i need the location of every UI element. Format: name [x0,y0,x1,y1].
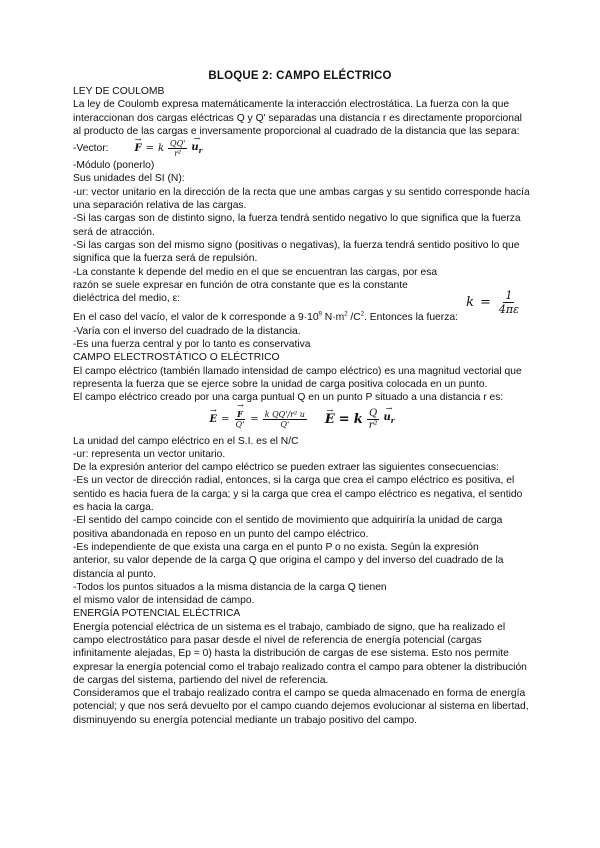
equals-sign: = [145,143,154,155]
sentido-paragraph: -El sentido del campo coincide con el sentido de movimiento que adquiriría la unidad de carga positiva abandonada en reposo en un punto del campo eléctrico. [73,515,503,540]
vacio-text-1: En el caso del vacío, el valor de k corresponde a 9·10 [73,312,319,324]
unit-vector-letter-2: u [383,412,391,424]
fraction-one: 1 [505,289,513,303]
r2-small: r² [290,410,298,420]
fraction-qp-2: Q' [280,420,290,430]
k-dielectric-formula [466,289,521,316]
energia-paragraph-1: Energía potencial eléctrica de un sistema es el trabajo, cambiado de signo, que ha realizado el campo electrostático para pasar desde el nivel de referencia de energía potencial (cargas infinitamente alejadas, Ep = 0) hasta la distribución de cargas de ese sistema. Esto nos permite expresar la energía potencial como el trabajo realizado contra el campo para obtener la distribución de cargas del sistema, partiendo del nivel de referencia. [73,621,527,686]
fraction-r2: r² [368,420,378,432]
unit-vector-symbol-2 [384,411,395,427]
unit-vector-sub-2: r [390,416,395,426]
ur-line: -ur: representa un vector unitario. [73,448,226,460]
independiente-line-2: anterior, su valor depende de la carga Q que origina el campo y del inverso del cuadrado de la distancia al punto. [73,555,504,580]
heading-energia: ENERGÍA POTENCIAL ELÉCTRICA [73,608,241,620]
fraction-q-r2 [367,408,380,431]
k-dielectric-symbol: k [466,295,474,311]
fraction-qq-r2 [168,139,187,158]
document-title: BLOQUE 2: CAMPO ELÉCTRICO [208,70,392,82]
heading-coulomb: LEY DE COULOMB [73,86,165,97]
fraction-kqq-over-qp [263,410,307,429]
distinto-paragraph: -Si las cargas son de distinto signo, la fuerza tendrá sentido negativo lo que significa que la fuerza será de atracción. [73,213,521,238]
fraction-F [235,410,245,420]
vacio-exp-1: 9 [318,312,322,319]
document-body [73,85,531,727]
vacio-exp-3: 2 [360,312,365,319]
vacio-paragraph [73,311,531,324]
e-vector-symbol-2: → E [325,413,335,426]
radial-paragraph: -Es un vector de dirección radial, entonces, si la carga que crea el campo eléctrico es positiva, el sentido es hacia fuera de la carga; y si la carga que crea el campo eléctrico es negativa, el sentido es hacia la carga. [73,475,523,514]
qq-small: QQ' [272,410,288,420]
fraction-denominator: r² [174,149,182,159]
ur-small: u [299,410,305,420]
campo-paragraph-1: El campo eléctrico (también llamado intensidad de campo eléctrico) es una magnitud vectorial que representa la fuerza que se ejerce sobre la unidad de carga positiva colocada en un punto. [73,365,522,390]
unit-vector-sub: r [198,145,203,155]
fraction-Qp: Q' [235,420,245,430]
fraction-numerator: QQ' [170,139,186,149]
k-small: k [264,410,270,420]
field-equals-3: = [338,411,350,427]
e-vector-symbol: → E [210,413,218,426]
force-vector-symbol: → F [134,142,141,155]
field-equals-1: = [221,413,230,425]
paragraph-coulomb-intro: La ley de Coulomb expresa matemáticamente la interacción electrostática. La fuerza con la que interaccionan dos cargas eléctricas Q y Q' separadas una distancia r es directamente proporcional al producto de las cargas e inversamente proporcional al cuadrado de la distancia que las separa: [73,99,522,137]
central-line: -Es una fuerza central y por lo tanto es conservativa [73,339,311,351]
energia-paragraph-2: Consideramos que el trabajo realizado contra el campo se queda almacenado en forma de energía potencial; y que nos será devuelto por el campo cuando dejemos evolucionar al sistema en libertad, disminuyendo su energía potencial mediante un trabajo positivo del campo. [73,688,529,726]
k-big: k [353,411,363,427]
todos-line-2: el mismo valor de intensidad de campo. [73,595,255,607]
fraction-q: Q [369,408,378,420]
todos-line-1: -Todos los puntos situados a la misma distancia de la carga Q tienen [73,581,387,593]
field-equals-2: = [250,413,259,425]
constante-paragraph: -La constante k depende del medio en el que se encuentran las cargas, por esa razón se suele expresar en función de otra constante que es la constante dieléctrica del medio, ε: [73,266,438,305]
vector-label: -Vector: [73,143,109,155]
vacio-text-2: N·m [321,312,345,324]
independiente-line-1: -Es independiente de que exista una carga en el punto P o no exista. Según la expresión [73,541,479,553]
heading-campo: CAMPO ELECTROSTÁTICO O ELÉCTRICO [73,352,280,364]
coulomb-vector-formula [134,139,202,158]
vacio-exp-2: 2 [344,312,348,319]
campo-paragraph-2: El campo eléctrico creado por una carga puntual Q en un punto P situado a una distancia r es: [73,392,504,404]
fraction-4pieps: 4πε [498,303,519,317]
mismo-paragraph: -Si las cargas son del mismo signo (positivas o negativas), la fuerza tendrá sentido positivo lo que significa que la fuerza será de repulsión. [73,239,520,265]
vacio-text-3: /C [347,312,361,324]
modulo-line: -Módulo (ponerlo) [73,160,155,172]
unidad-line: La unidad del campo eléctrico en el S.I. es el N/C [73,435,299,447]
f-vector-small: → F [237,410,243,419]
fraction-kqq: k QQ'/r² u [264,410,305,420]
fraction-one-4pieps [497,289,521,316]
fraction-F-over-Qp [234,410,247,429]
consecuencias-line: De la expresión anterior del campo eléctrico se pueden extraer las siguientes consecuencias: [73,462,499,474]
unidades-line: Sus unidades del SI (N): [73,173,185,185]
k-symbol: k [157,143,165,155]
k-equals-sign: = [479,295,491,311]
electric-field-formula [73,405,531,435]
unit-vector-letter: u [191,141,199,153]
vacio-text-4: . Entonces la fuerza: [364,312,458,324]
varia-line: -Varía con el inverso del cuadrado de la distancia. [73,325,301,337]
vector-row [73,138,531,159]
unit-vector-symbol [191,141,202,157]
ur-paragraph: -ur: vector unitario en la dirección de la recta que une ambas cargas y su sentido corresponde hacía una separación relativa de las cargas. [73,186,530,212]
